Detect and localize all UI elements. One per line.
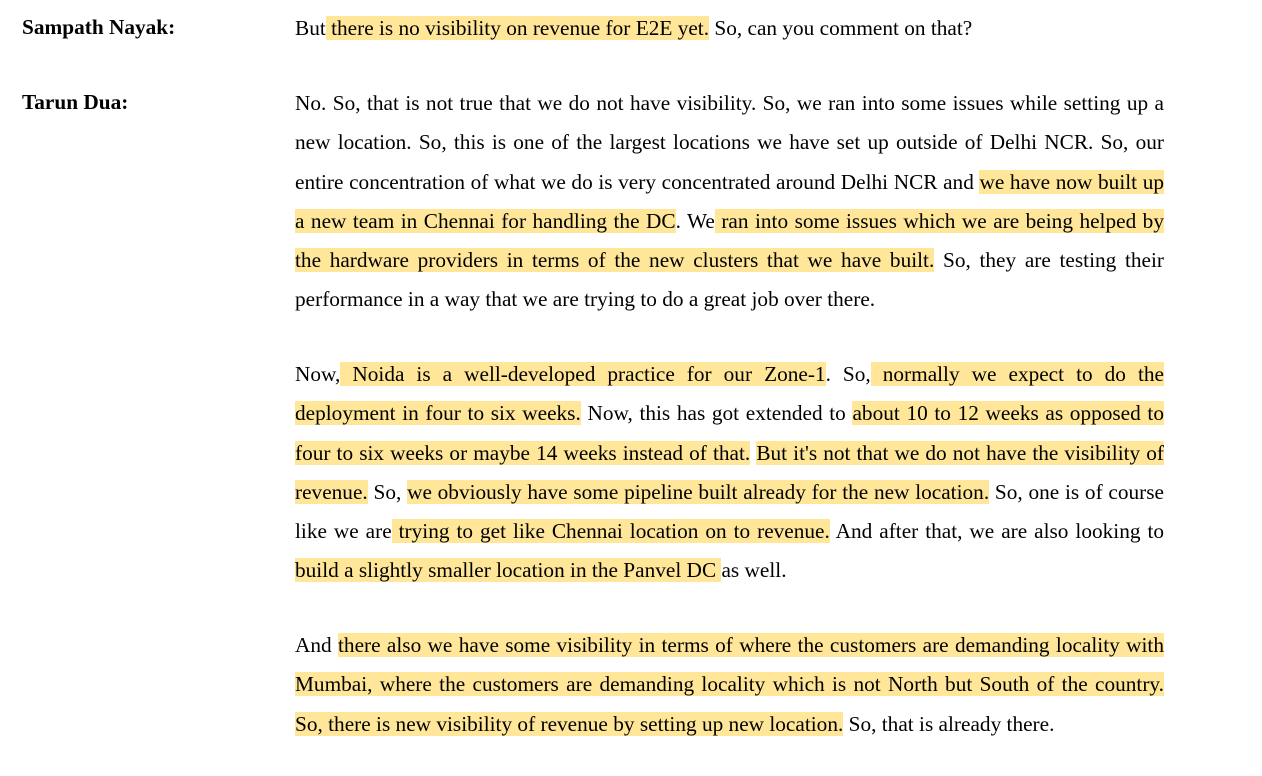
text-run: So, can you comment on that? [709, 16, 973, 40]
highlighted-text: we obviously have some pipeline built already for the new location. [407, 479, 990, 504]
transcript-paragraph [295, 9, 1164, 48]
transcript-paragraph [295, 84, 1164, 320]
text-run: So, that is already there. [843, 711, 1055, 736]
text-run: . We [675, 208, 715, 233]
highlighted-text: Noida is a well-developed practice for our Zone-1 [340, 362, 826, 386]
text-run: So, one is of course like we are [295, 479, 1164, 544]
highlighted-text: about 10 to 12 weeks as opposed to four to six weeks or maybe 14 weeks instead of that. [295, 401, 1164, 465]
transcript-paragraph [295, 355, 1164, 591]
text-run: . So, [825, 362, 871, 386]
highlighted-text: there also we have some visibility in terms of where the customers are demanding locality with Mumbai, where the customers are demanding locality which is not North but South of the country. So, there is new visibility of revenue by setting up new location. [295, 633, 1164, 736]
text-run: And [295, 633, 339, 657]
highlighted-text: build a slightly smaller location in the Panvel DC [295, 558, 722, 583]
highlighted-text: But it's not that we do not have the visibility of revenue. [295, 440, 1164, 504]
text-run: as well. [721, 558, 787, 583]
highlighted-text: trying to get like Chennai location on to revenue. [391, 519, 830, 544]
text-run: Now, this has got extended to [580, 401, 853, 426]
text-run: So, [367, 479, 408, 504]
transcript-paragraph [295, 626, 1164, 744]
highlighted-text: we have now built up a new team in Chennai for handling the DC [295, 169, 1164, 233]
highlighted-text: normally we expect to do the deployment in four to six weeks. [295, 362, 1164, 426]
highlighted-text: there is no visibility on revenue for E2E yet. [325, 16, 710, 40]
text-run: Now, [295, 362, 341, 386]
speaker-name-tarun-dua: Tarun Dua: [22, 90, 129, 114]
text-run: But [295, 16, 326, 40]
highlighted-text: ran into some issues which we are being helped by the hardware providers in terms of the new clusters that we have built. [295, 208, 1164, 273]
text-run: And after that, we are also looking to [829, 519, 1165, 544]
text-run: So, they are testing their performance in a way that we are trying to do a great job over there. [295, 248, 1164, 312]
speaker-name-sampath-nayak: Sampath Nayak: [22, 15, 176, 39]
text-run: No. So, that is not true that we do not have visibility. So, we ran into some issues while setting up a new location. So, this is one of the largest locations we have set up outside of Delhi NCR. So, our entire concentration of what we do is very concentrated around Delhi NCR and [295, 91, 1164, 194]
